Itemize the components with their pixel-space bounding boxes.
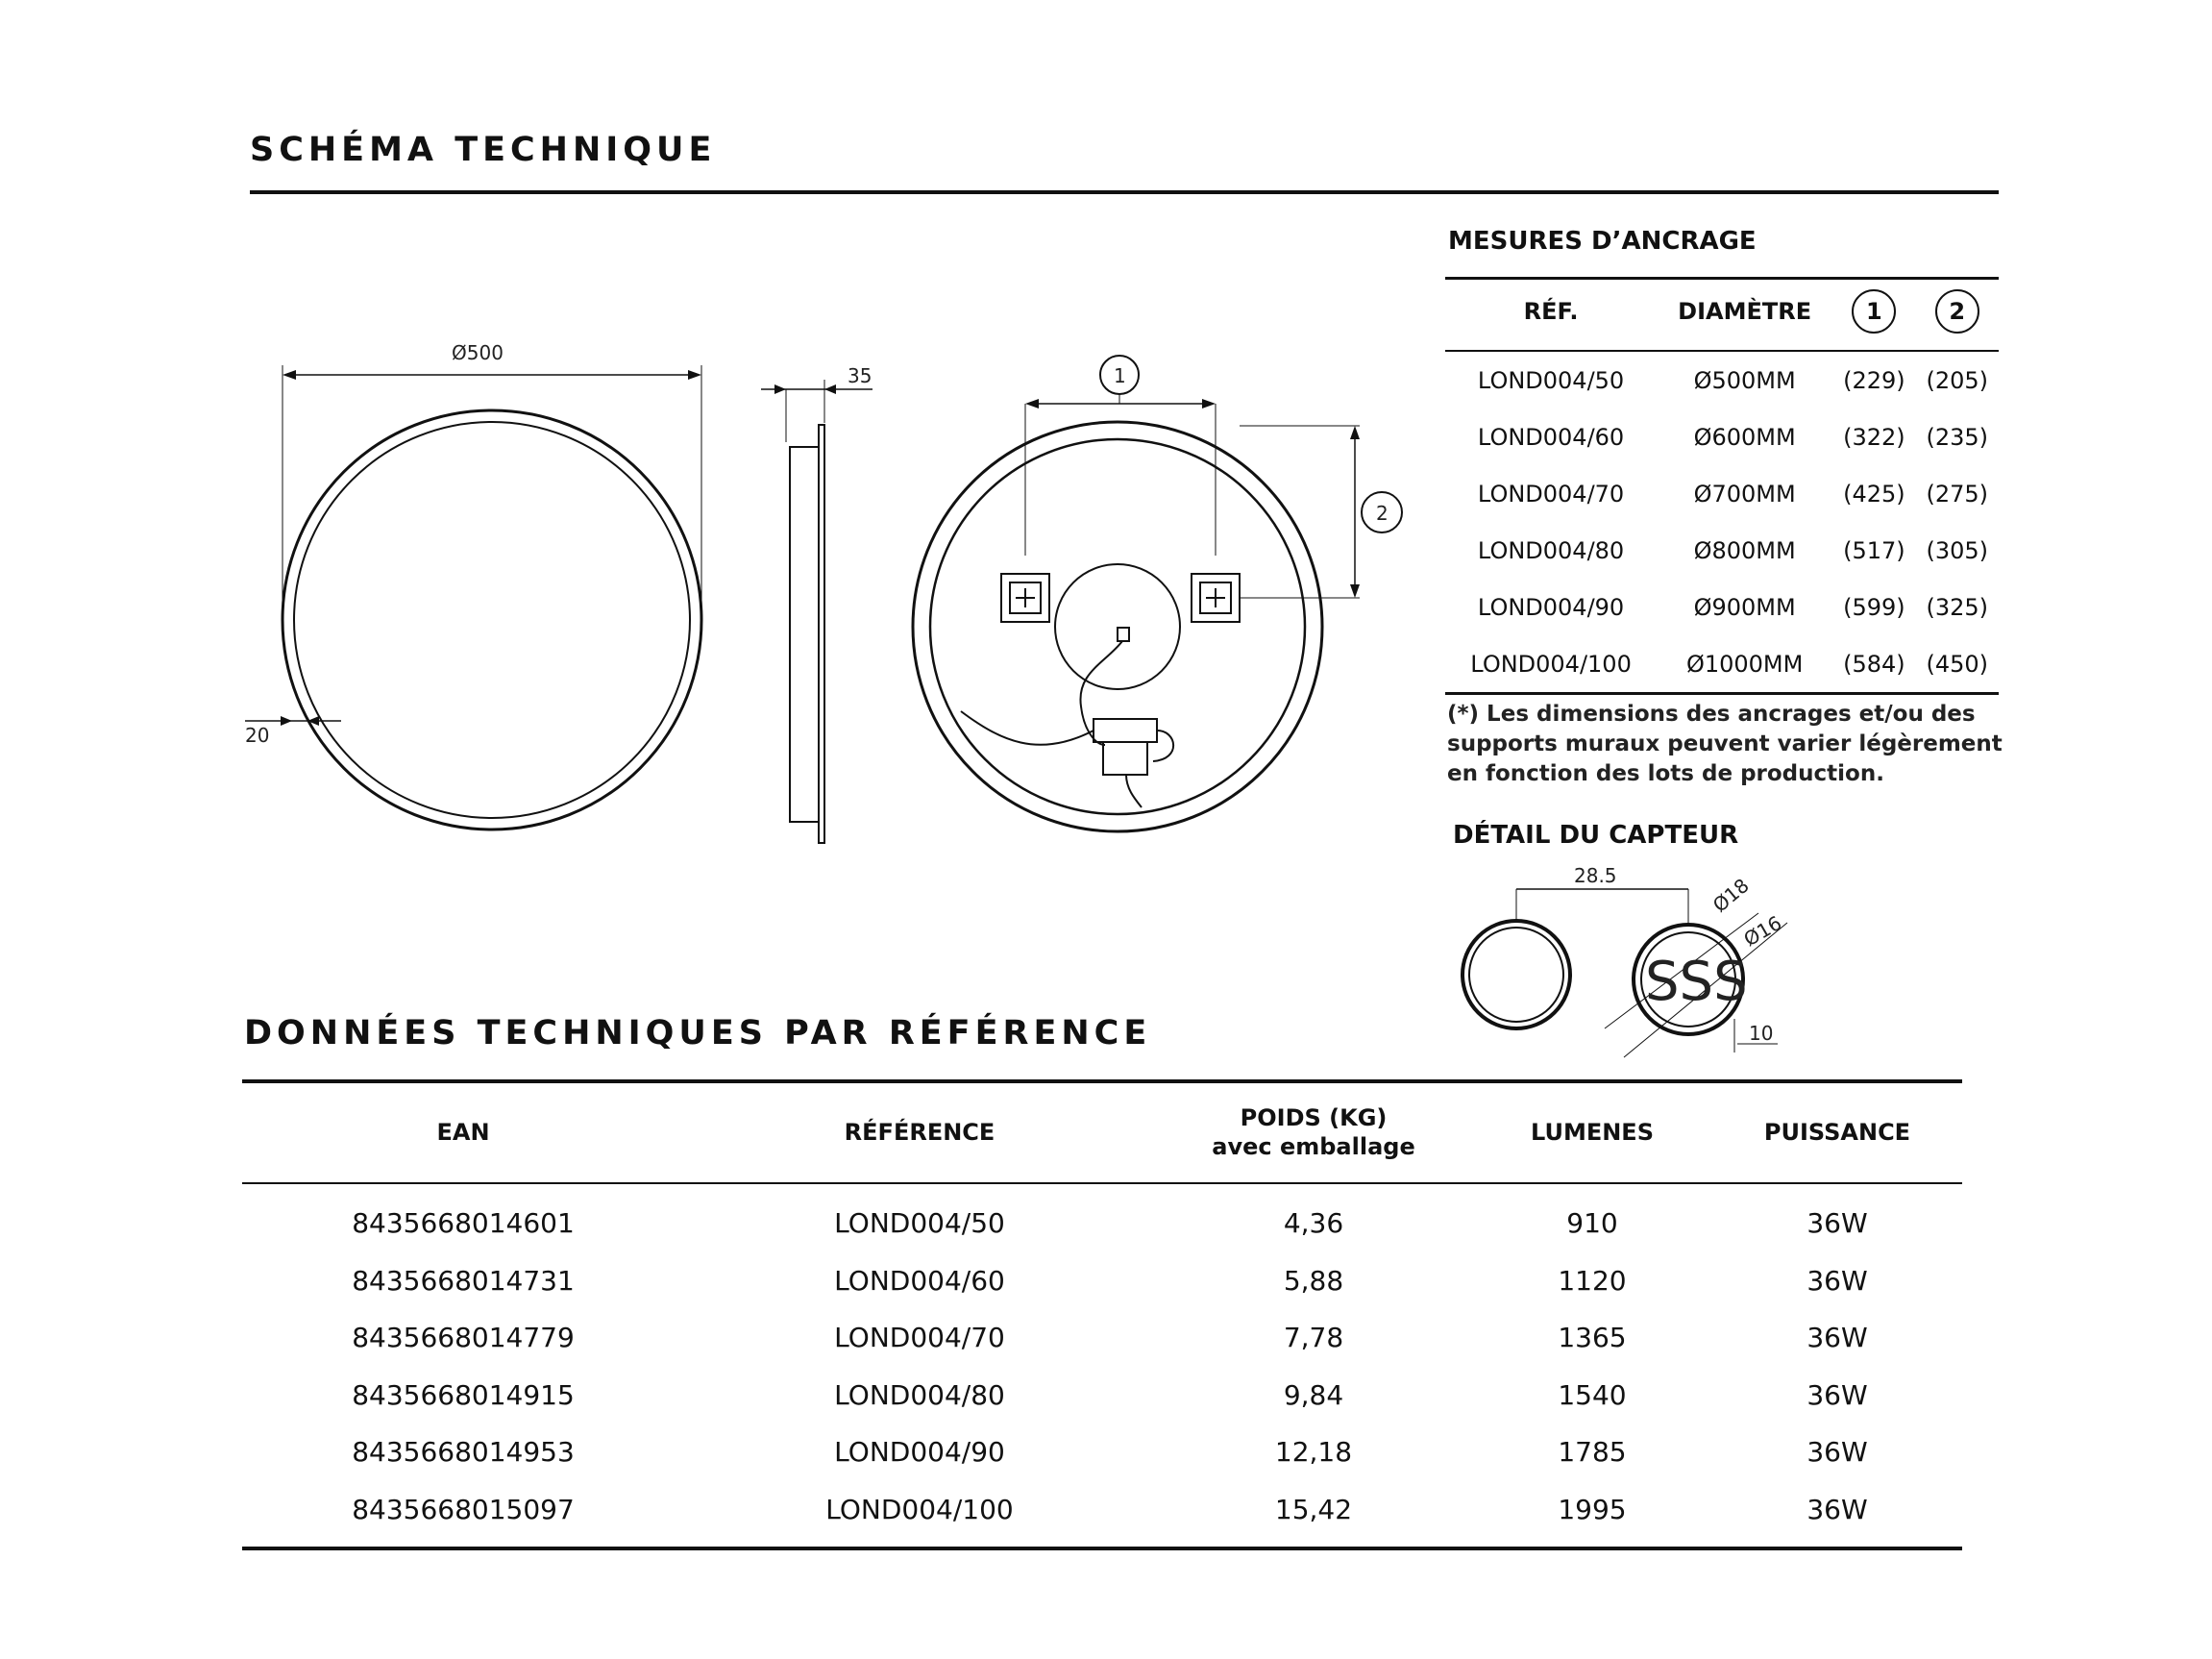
anchor-note: (*) Les dimensions des ancrages et/ou des supports muraux peuvent varier légèrement en fonction des lots de production.: [1447, 702, 2003, 786]
anchor-col-2: 2: [1935, 289, 1979, 334]
anchor-row: LOND004/100 Ø1000MM (584) (450): [1445, 635, 1999, 694]
table-row: 8435668014953 LOND004/90 12,18 1785 36W: [352, 1436, 1868, 1469]
mirror-front-outer: [283, 410, 701, 830]
anchor-row: LOND004/90 Ø900MM (599) (325): [1477, 593, 1989, 621]
mirror-side-body: [790, 447, 819, 822]
table-row: 8435668014601 LOND004/50 4,36 910 36W: [352, 1207, 1868, 1240]
mirror-side-glass: [819, 425, 824, 843]
anchor-row: LOND004/80 Ø800MM (517) (305): [1477, 536, 1989, 564]
anchor-col-diam: DIAMÈTRE: [1678, 298, 1812, 325]
anchor-row: LOND004/70 Ø700MM (425) (275): [1477, 480, 1989, 508]
sensor-title: DÉTAIL DU CAPTEUR: [1453, 821, 1739, 850]
driver-box: [1094, 719, 1157, 742]
anchor-col-1: 1: [1852, 289, 1896, 334]
label-border: 20: [245, 724, 270, 747]
sensor-outer-ring: [1462, 921, 1570, 1028]
label-diameter: Ø500: [452, 341, 504, 364]
col-weight: POIDS (KG) avec emballage: [1212, 1103, 1415, 1160]
data-title: DONNÉES TECHNIQUES PAR RÉFÉRENCE: [244, 1014, 1152, 1052]
table-row: 8435668014779 LOND004/70 7,78 1365 36W: [352, 1322, 1868, 1354]
anchor-table: [1445, 273, 1999, 695]
sensor-inner-ring: [1469, 928, 1563, 1022]
table-row: 8435668014731 LOND004/60 5,88 1120 36W: [352, 1264, 1868, 1297]
col-power: PUISSANCE: [1763, 1118, 1911, 1146]
anchor-col-ref: RÉF.: [1523, 298, 1579, 325]
table-row: 8435668015097 LOND004/100 15,42 1995 36W: [352, 1493, 1868, 1525]
data-bottom-rule: [242, 1547, 1962, 1550]
label-sensor-d16: Ø16: [1739, 910, 1786, 952]
label-sensor-d18: Ø18: [1708, 873, 1754, 917]
schema-title: SCHÉMA TECHNIQUE: [250, 131, 717, 169]
col-lumens: LUMENES: [1531, 1118, 1654, 1146]
label-depth: 35: [848, 364, 873, 387]
anchor-row: LOND004/60 Ø600MM (322) (235): [1477, 423, 1989, 451]
label-marker-1: 1: [1114, 364, 1126, 387]
table-row: 8435668014915 LOND004/80 9,84 1540 36W: [352, 1378, 1868, 1411]
label-sensor-10: 10: [1749, 1022, 1774, 1045]
mirror-front-inner: [294, 422, 690, 818]
col-ean: EAN: [436, 1118, 490, 1146]
col-ref: RÉFÉRENCE: [844, 1118, 995, 1146]
anchor-row: LOND004/50 Ø500MM (229) (205): [1477, 366, 1989, 394]
anchor-title: MESURES D’ANCRAGE: [1448, 227, 1757, 256]
label-marker-2: 2: [1376, 502, 1389, 525]
label-sensor-spacing: 28.5: [1574, 864, 1617, 887]
label-sensor-text: SSS: [1645, 951, 1748, 1013]
data-table: [242, 1081, 1962, 1538]
